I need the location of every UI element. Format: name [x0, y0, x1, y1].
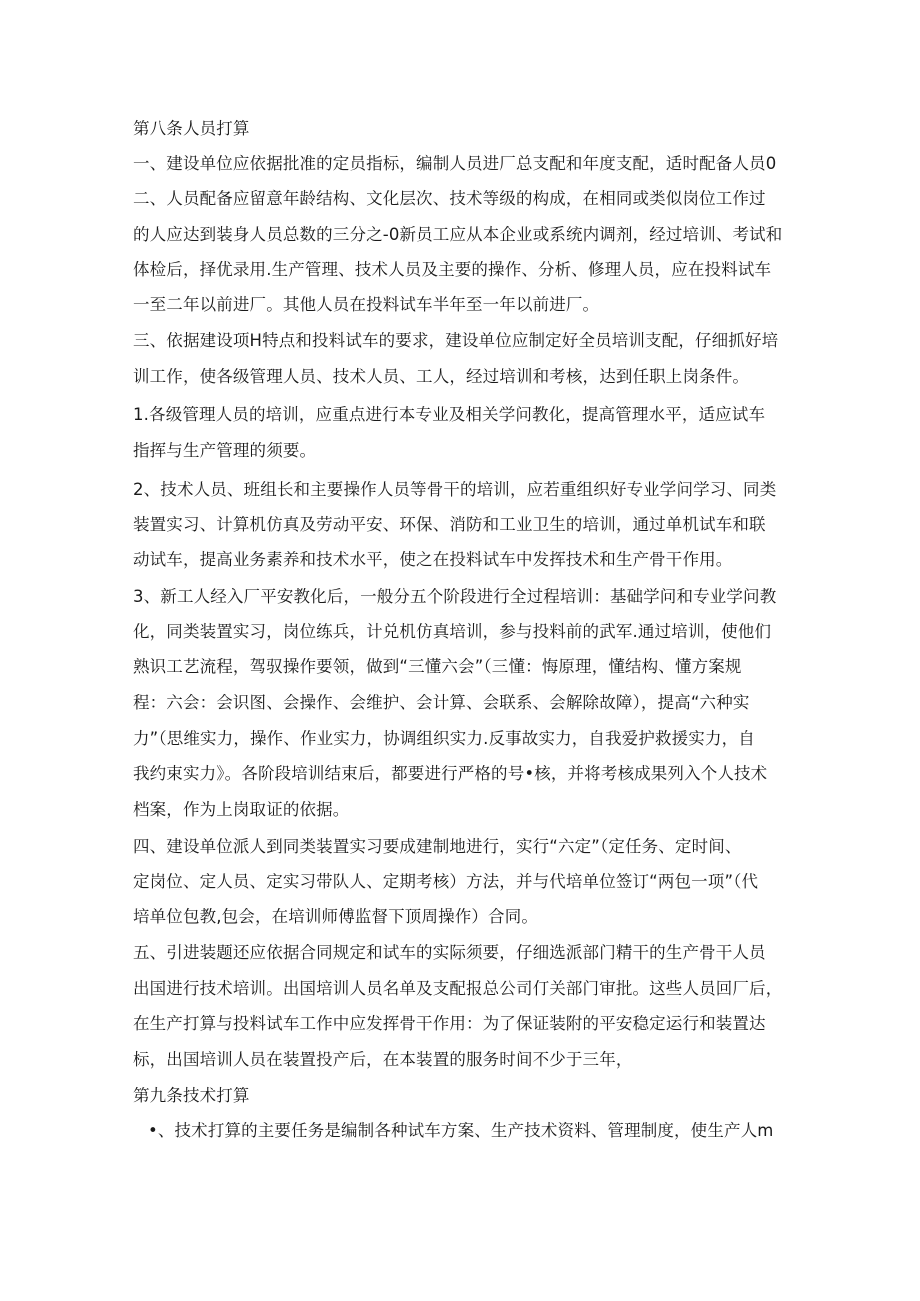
paragraph-line: 训工作，使各级管理人员、技术人员、工人，经过培训和考核，达到任职上岗条件。 [133, 367, 750, 386]
paragraph-line: 化，同类装置实习，岗位练兵，计兑机仿真培训，参与投料前的武军.通过培训，使他们 [133, 622, 772, 641]
paragraph-line: 装置实习、计算机仿真及劳动平安、环保、消防和工业卫生的培训，通过单机试车和联 [133, 515, 766, 534]
paragraph-line: 四、建设单位派人到同类装置实习要成建制地进行，实行“六定”（定任务、定时间、 [133, 837, 742, 856]
paragraph-line: 一至二年以前进厂。其他人员在投料试车半年至一年以前进厂。 [133, 295, 600, 314]
paragraph-line: 1.各级管理人员的培训，应重点进行本专业及相关学问教化，提高管理水平，适应试车 [133, 405, 766, 424]
paragraph-line: 在生产打算与投料试车工作中应发挥骨干作用：为了保证装附的平安稳定运行和装置达 [133, 1014, 766, 1033]
paragraph-line: 指挥与生产管理的须要。 [133, 441, 317, 460]
section-heading: 第九条技术打算 [133, 1086, 250, 1105]
paragraph-line: 出国进行技术培训。出国培训人员名单及支配报总公司仃关部门审批。这些人员回厂后， [133, 979, 783, 998]
section-heading: 第八条人员打算 [133, 119, 250, 138]
paragraph-line: 程：六会：会识图、会操作、会维护、会计算、会联系、会解除故障），提高“六种实 [133, 693, 750, 712]
paragraph-line: 定岗位、定人员、定实习带队人、定期考核）方法，并与代培单位签订“两包一项”（代 [133, 872, 759, 891]
paragraph-line: 力”（思维实力，操作、作业实力，协调组织实力.反事故实力，自我爱护救援实力，自 [133, 729, 755, 748]
paragraph-line: 档案，作为上岗取证的依据。 [133, 800, 350, 819]
paragraph-line: 动试车，提高业务素养和技术水平，使之在投料试车中发挥技术和生产骨干作用。 [133, 550, 733, 569]
paragraph-line: 的人应达到装身人员总数的三分之-0新员工应从本企业或系统内调剂，经过培训、考试和 [133, 225, 783, 244]
paragraph-line: 培单位包教,包会，在培训师傅监督下顶周操作）合同。 [133, 907, 538, 926]
paragraph-line: 二、人员配备应留意年龄结构、文化层次、技术等级的构成，在相同或类似岗位工作过 [133, 189, 766, 208]
paragraph-line: 体检后，择优录用.生产管理、技术人员及主要的操作、分析、修理人员，应在投料试车 [133, 260, 772, 279]
paragraph-line: 一、建设单位应依据批准的定员指标，编制人员进厂总支配和年度支配，适时配备人员0 [133, 154, 777, 173]
paragraph-line: •、技术打算的主要任务是编制各种试车方案、生产技术资料、管理制度，使生产人m [148, 1121, 774, 1140]
paragraph-line: 标，出国培训人员在装置投产后，在本装置的服务时间不少于三年， [133, 1050, 633, 1069]
paragraph-line: 3、新工人经入厂平安教化后，一般分五个阶段进行全过程培训：基础学问和专业学问教 [133, 587, 777, 606]
paragraph-line: 我约束实力》。各阶段培训结束后，都要进行严格的号•核，并将考核成果列入个人技术 [133, 764, 768, 783]
paragraph-line: 五、引进装题还应依据合同规定和试车的实际须要，仔细选派部门精干的生产骨干人员 [133, 943, 766, 962]
paragraph-line: 2、技术人员、班组长和主要操作人员等骨干的培训，应若重组织好专业学问学习、同类 [133, 480, 777, 499]
paragraph-line: 三、依据建设项H特点和投料试车的要求，建设单位应制定好全员培训支配，仔细抓好培 [133, 331, 779, 350]
paragraph-line: 熟识工艺流程，驾驭操作要领，做到“三懂六会”（三懂：悔原理，懂结构、懂方案规 [133, 657, 742, 676]
